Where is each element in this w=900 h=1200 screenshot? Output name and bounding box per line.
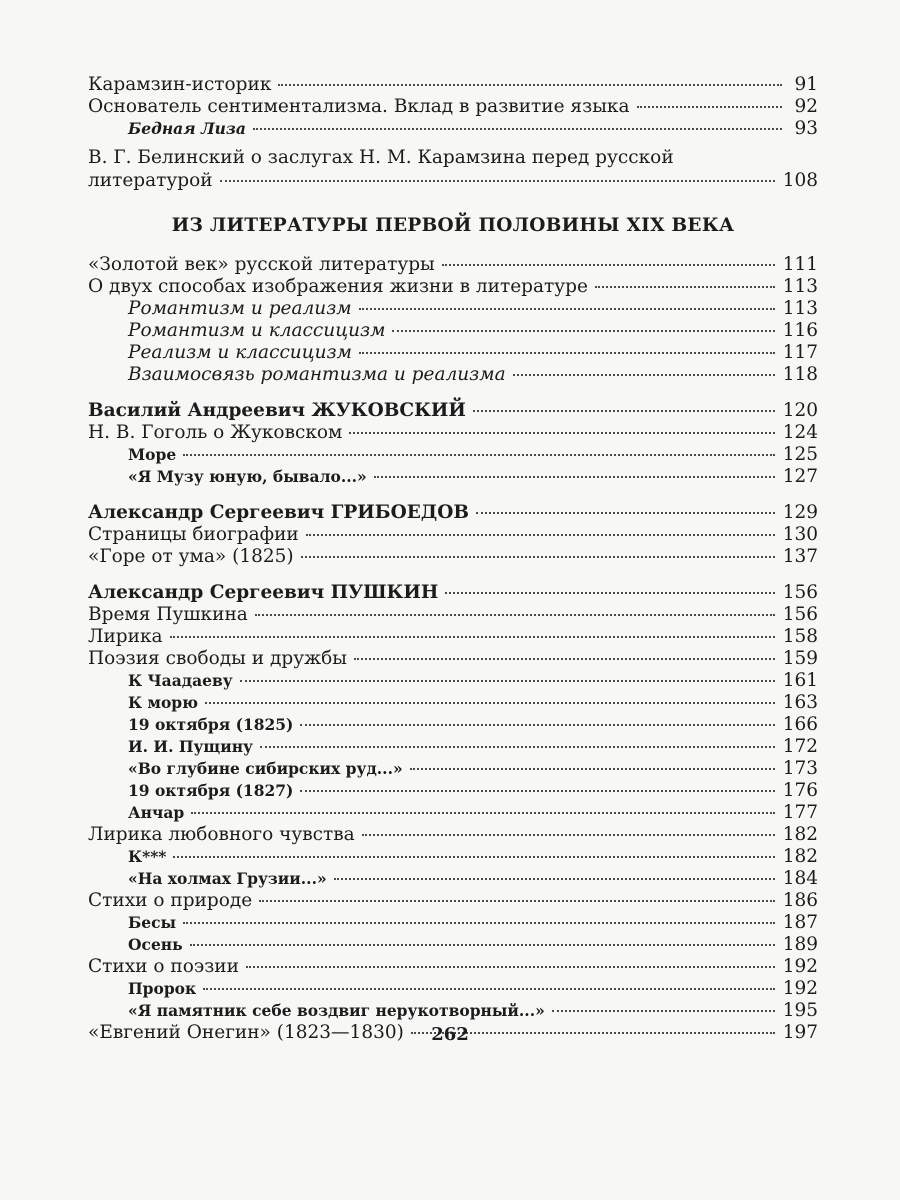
toc-entry-page: 116 — [782, 320, 818, 341]
toc-entry-page: 176 — [782, 780, 818, 801]
toc-entry-page: 166 — [782, 714, 818, 735]
toc-entry — [88, 582, 818, 604]
dot-leader — [392, 330, 774, 332]
page-number: 262 — [431, 1024, 469, 1045]
toc-entry — [88, 868, 818, 890]
toc-entry-page: 182 — [782, 846, 818, 867]
toc-entry-label: «Горе от ума» (1825) — [88, 546, 294, 567]
toc-entry — [88, 824, 818, 846]
toc-entry — [88, 342, 818, 364]
dot-leader — [205, 702, 775, 704]
toc-entry — [88, 648, 818, 670]
toc-entry-page: 129 — [782, 502, 818, 523]
toc-entry-label: Карамзин-историк — [88, 74, 272, 95]
toc-entry — [88, 444, 818, 466]
toc-entry-page: 130 — [782, 524, 818, 545]
toc-entry-label: О двух способах изображения жизни в литературе — [88, 276, 588, 297]
dot-leader — [240, 680, 775, 682]
dot-leader — [191, 812, 774, 814]
toc-entry-page: 192 — [782, 978, 818, 999]
toc-entry — [88, 978, 818, 1000]
toc-entry-page: 189 — [782, 934, 818, 955]
toc-entry-page: 124 — [782, 422, 818, 443]
dot-leader — [253, 128, 782, 130]
toc-entry-label: Стихи о природе — [88, 890, 253, 911]
toc-entry-label: Основатель сентиментализма. Вклад в развитие языка — [88, 96, 630, 117]
toc-entry — [88, 604, 818, 626]
toc-entry-page: 186 — [782, 890, 818, 911]
dot-leader — [513, 374, 775, 376]
toc-entry-label: «Во глубине сибирских руд...» — [128, 759, 403, 778]
toc-block-karamzin — [88, 74, 818, 140]
toc-entry-label: Пророк — [128, 979, 197, 998]
toc-block-griboedov — [88, 502, 818, 568]
toc-entry-page: 195 — [782, 1000, 818, 1021]
dot-leader — [255, 614, 775, 616]
toc-entry-label: Романтизм и реализм — [128, 298, 352, 319]
dot-leader — [301, 556, 775, 558]
toc-entry — [88, 422, 818, 444]
toc-entry — [88, 96, 818, 118]
toc-entry-label: Лирика — [88, 626, 163, 647]
toc-entry-label: Лирика любовного чувства — [88, 824, 355, 845]
dot-leader — [173, 856, 774, 858]
toc-entry-label: Романтизм и классицизм — [128, 320, 386, 341]
toc-entry-page: 91 — [794, 74, 818, 95]
toc-entry-label: 19 октября (1825) — [128, 715, 294, 734]
toc-entry-page: 137 — [782, 546, 818, 567]
toc-entry-page: 182 — [782, 824, 818, 845]
toc-entry — [88, 118, 818, 140]
toc-entry-label: И. И. Пущину — [128, 737, 253, 756]
toc-entry-page: 184 — [782, 868, 818, 889]
toc-entry — [88, 546, 818, 568]
toc-entry-label: Бесы — [128, 913, 177, 932]
toc-entry — [88, 626, 818, 648]
toc-entry — [88, 1000, 818, 1022]
toc-entry — [88, 298, 818, 320]
toc-entry-label: Осень — [128, 935, 183, 954]
dot-leader — [190, 944, 775, 946]
toc-entry — [88, 846, 818, 868]
table-of-contents — [88, 74, 818, 1044]
dot-leader — [260, 746, 775, 748]
toc-entry-label: «Золотой век» русской литературы — [88, 254, 435, 275]
toc-entry-label: Бедная Лиза — [128, 119, 246, 138]
toc-entry — [88, 780, 818, 802]
toc-entry-page: 120 — [782, 400, 818, 421]
toc-entry-label: Взаимосвязь романтизма и реализма — [128, 364, 506, 385]
dot-leader — [374, 476, 775, 478]
toc-entry — [88, 276, 818, 298]
toc-entry — [88, 254, 818, 276]
toc-entry-page: 192 — [782, 956, 818, 977]
toc-block-zhukovsky — [88, 400, 818, 488]
dot-leader — [306, 534, 775, 536]
toc-entry-page: 113 — [782, 276, 818, 297]
toc-entry — [88, 400, 818, 422]
toc-entry-page: 156 — [782, 582, 818, 603]
toc-entry-label: Поэзия свободы и дружбы — [88, 648, 347, 669]
toc-entry-label: Н. В. Гоголь о Жуковском — [88, 422, 343, 443]
toc-entry — [88, 74, 818, 96]
toc-entry-label: Время Пушкина — [88, 604, 248, 625]
toc-entry-page: 113 — [782, 298, 818, 319]
dot-leader — [183, 454, 774, 456]
dot-leader — [300, 724, 774, 726]
dot-leader — [246, 966, 775, 968]
toc-entry — [88, 502, 818, 524]
toc-entry — [88, 758, 818, 780]
dot-leader — [637, 106, 782, 108]
toc-entry — [88, 466, 818, 488]
dot-leader — [476, 512, 775, 514]
dot-leader — [183, 922, 775, 924]
toc-entry-page: 173 — [782, 758, 818, 779]
dot-leader — [349, 432, 774, 434]
toc-entry-label: Реализм и классицизм — [128, 342, 352, 363]
toc-entry-label: 19 октября (1827) — [128, 781, 294, 800]
dot-leader — [473, 410, 775, 412]
toc-entry — [88, 692, 818, 714]
toc-entry-label: К*** — [128, 847, 167, 866]
toc-entry-label: «Я Музу юную, бывало...» — [128, 467, 367, 486]
toc-entry-label-line2: литературой — [88, 170, 213, 191]
dot-leader — [595, 286, 775, 288]
toc-entry-page: 127 — [782, 466, 818, 487]
toc-entry — [88, 320, 818, 342]
toc-entry-page: 197 — [782, 1022, 818, 1043]
dot-leader — [278, 84, 782, 86]
toc-entry-page: 118 — [782, 364, 818, 385]
toc-entry-label: «На холмах Грузии...» — [128, 869, 327, 888]
toc-entry — [88, 890, 818, 912]
toc-entry — [88, 524, 818, 546]
dot-leader — [300, 790, 774, 792]
toc-entry-page: 177 — [782, 802, 818, 823]
section-heading: ИЗ ЛИТЕРАТУРЫ ПЕРВОЙ ПОЛОВИНЫ XIX ВЕКА — [171, 215, 735, 236]
toc-entry-page: 187 — [782, 912, 818, 933]
toc-entry — [88, 736, 818, 758]
toc-entry-page: 125 — [782, 444, 818, 465]
dot-leader — [359, 308, 775, 310]
toc-entry-page: 108 — [782, 170, 818, 191]
toc-entry-page: 93 — [794, 118, 818, 139]
toc-entry-label: К Чаадаеву — [128, 671, 233, 690]
toc-entry-label: Александр Сергеевич ПУШКИН — [88, 582, 439, 603]
toc-entry-label: Анчар — [128, 803, 185, 822]
toc-block-pushkin — [88, 582, 818, 1044]
dot-leader — [259, 900, 774, 902]
dot-leader — [445, 592, 774, 594]
toc-entry-page: 111 — [782, 254, 818, 275]
toc-entry-label: «Евгений Онегин» (1823—1830) — [88, 1022, 404, 1043]
toc-entry-page: 159 — [782, 648, 818, 669]
toc-entry — [88, 714, 818, 736]
toc-entry-page: 92 — [794, 96, 818, 117]
toc-entry-label: Страницы биографии — [88, 524, 299, 545]
toc-entry — [88, 934, 818, 956]
dot-leader — [203, 988, 775, 990]
toc-entry-page: 117 — [782, 342, 818, 363]
toc-entry-label: Александр Сергеевич ГРИБОЕДОВ — [88, 502, 469, 523]
toc-entry-label: «Я памятник себе воздвиг нерукотворный...» — [128, 1001, 545, 1020]
toc-entry-label: Стихи о поэзии — [88, 956, 239, 977]
toc-entry — [88, 956, 818, 978]
dot-leader — [552, 1010, 775, 1012]
dot-leader — [170, 636, 775, 638]
toc-entry-page: 172 — [782, 736, 818, 757]
toc-entry-label-line1: В. Г. Белинский о заслугах Н. М. Карамзина перед русской — [88, 147, 674, 168]
toc-entry — [88, 802, 818, 824]
dot-leader — [442, 264, 775, 266]
dot-leader — [359, 352, 775, 354]
dot-leader — [354, 658, 775, 660]
toc-entry — [88, 364, 818, 386]
toc-entry — [88, 670, 818, 692]
toc-entry-belinsky — [88, 146, 818, 192]
dot-leader — [220, 180, 775, 182]
dot-leader — [334, 878, 775, 880]
toc-entry-label: Море — [128, 445, 177, 464]
dot-leader — [362, 834, 775, 836]
toc-entry-label: К морю — [128, 693, 199, 712]
toc-entry-label: Василий Андреевич ЖУКОВСКИЙ — [88, 400, 466, 421]
dot-leader — [410, 768, 775, 770]
toc-entry-page: 156 — [782, 604, 818, 625]
toc-entry — [88, 912, 818, 934]
toc-entry-page: 161 — [782, 670, 818, 691]
toc-entry-page: 158 — [782, 626, 818, 647]
toc-block-intro — [88, 254, 818, 386]
toc-entry-page: 163 — [782, 692, 818, 713]
